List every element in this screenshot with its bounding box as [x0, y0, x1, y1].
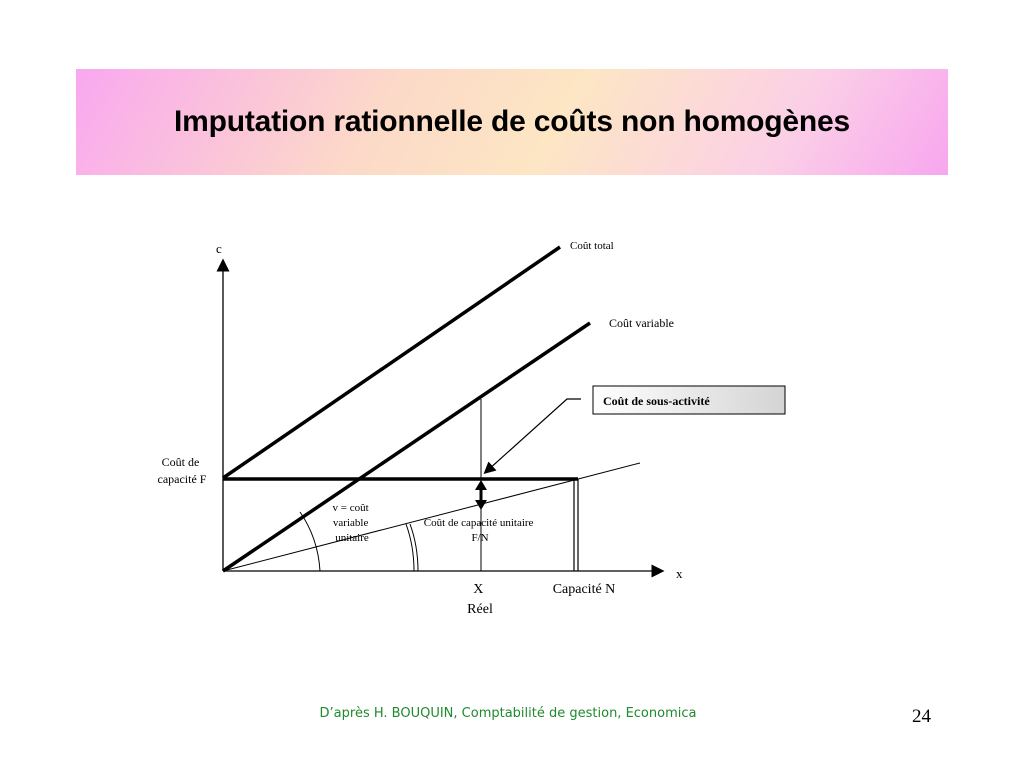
v-label: v = coût variable unitaire	[332, 502, 369, 544]
sous-activite-leader	[488, 399, 581, 470]
page-number: 24	[912, 706, 931, 727]
cout-total-label: Coût total	[570, 240, 614, 252]
y-axis-label: c	[216, 241, 222, 256]
x-reel-label: X Réel	[467, 582, 493, 617]
slide-title: Imputation rationnelle de coûts non homogènes	[173, 105, 851, 138]
cout-variable-label: Coût variable	[609, 316, 674, 330]
v-angle-arc	[300, 512, 320, 571]
cout-capacite-unitaire-label: Coût de capacité unitaire F/N	[423, 517, 534, 544]
capacite-f-label: Coût de capacité F	[157, 455, 207, 486]
cout-variable-line	[223, 323, 590, 571]
capacite-n-label: Capacité N	[552, 582, 616, 597]
x-axis-label: x	[676, 566, 683, 581]
cout-total-line	[223, 247, 560, 478]
sous-activite-label: Coût de sous-activité	[603, 394, 710, 408]
source-citation: D’après H. BOUQUIN, Comptabilité de gestion, Economica	[319, 706, 697, 721]
